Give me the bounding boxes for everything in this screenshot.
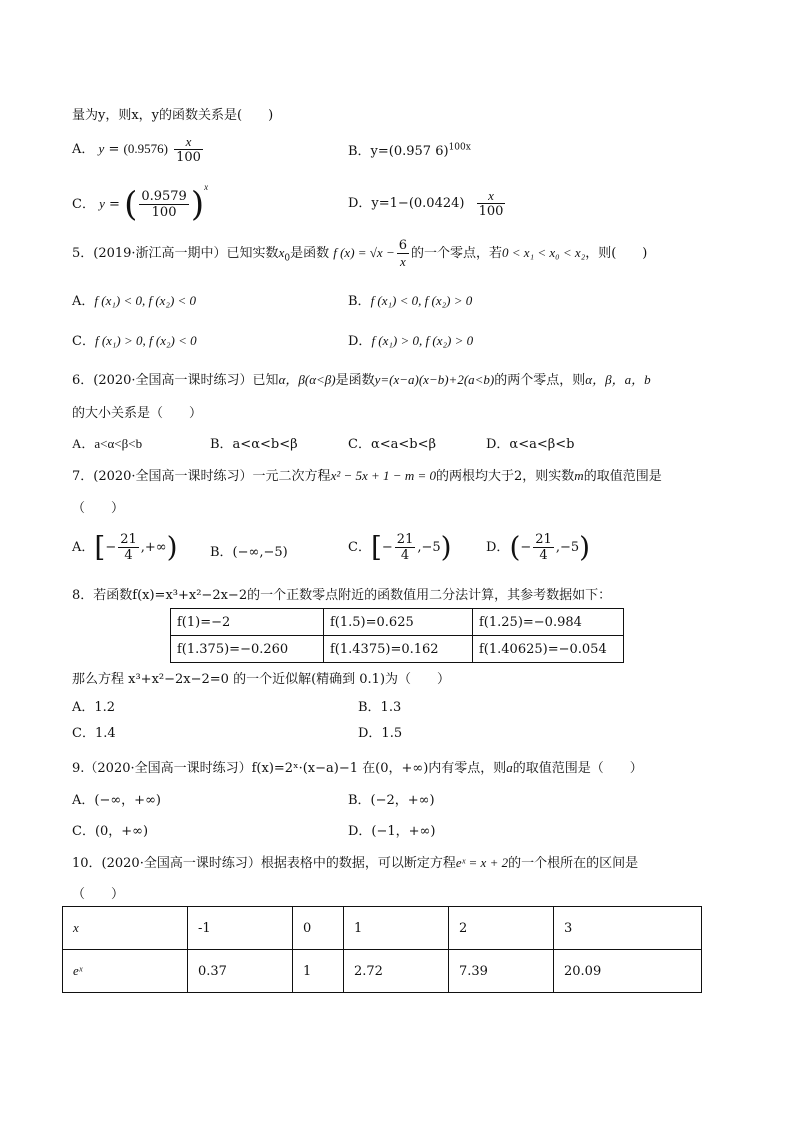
- table-cell: 7.39: [449, 950, 554, 993]
- table-cell: eˣ: [63, 950, 188, 993]
- q4-a-fraction: $\frac{x}{100}$: [176, 134, 201, 165]
- q7-option-c[interactable]: C．[− $\frac{21}{4}$ ,−5): [348, 530, 452, 564]
- q9-option-b[interactable]: B．(−2，+∞): [348, 793, 435, 808]
- q4-c-fraction: $\frac{0.9579}{100}$: [141, 189, 187, 220]
- q7-option-b[interactable]: B．(−∞,−5): [210, 545, 288, 560]
- table-cell: 1: [293, 950, 344, 993]
- q6-option-b[interactable]: B．a<α<b<β: [210, 437, 298, 452]
- q9-option-c[interactable]: C．(0，+∞): [72, 824, 149, 839]
- q8-option-a[interactable]: A．1.2: [72, 700, 116, 715]
- q10-stem-line2: （ ）: [72, 887, 125, 902]
- q5-option-b[interactable]: B．f (x₁) < 0, f (x₂) > 0: [348, 293, 473, 309]
- q8-option-c[interactable]: C．1.4: [72, 726, 116, 741]
- q8-option-d[interactable]: D．1.5: [358, 726, 403, 741]
- q5-option-d[interactable]: D．f (x₁) > 0, f (x₂) > 0: [348, 333, 474, 349]
- q6-option-d[interactable]: D．α<a<β<b: [486, 437, 575, 452]
- q4-option-b[interactable]: B．y=(0.957 6)$^{100x}$: [348, 142, 471, 159]
- table-row: [63, 950, 702, 993]
- table-cell: 0: [293, 907, 344, 950]
- q7-stem: 7．(2020·全国高一课时练习）一元二次方程x² − 5x + 1 − m = 0的两根均大于2，则实数m的取值范围是: [72, 468, 662, 484]
- table-cell: 2: [449, 907, 554, 950]
- q7-option-d[interactable]: D．(− $\frac{21}{4}$ ,−5): [486, 530, 591, 564]
- q5-option-c[interactable]: C．f (x₁) > 0, f (x₂) < 0: [72, 333, 197, 349]
- q8-data-table: [170, 608, 624, 663]
- q6-stem-line2: 的大小关系是（ ）: [72, 406, 203, 421]
- q9-option-d[interactable]: D．(−1，+∞): [348, 824, 436, 839]
- q6-stem: 6．(2020·全国高一课时练习）已知α，β(α<β)是函数y=(x−a)(x−b)+2(a<b)的两个零点，则α，β，a，b: [72, 372, 651, 388]
- table-cell: f(1.40625)=−0.054: [473, 636, 624, 663]
- table-cell: -1: [188, 907, 293, 950]
- q4-option-c[interactable]: C． y = ( $\frac{0.9579}{100}$ )$^x$: [72, 182, 209, 225]
- table-row: [63, 907, 702, 950]
- q4-stem-tail: 量为y，则x，y的函数关系是( ): [72, 108, 274, 123]
- q5-option-a[interactable]: A．f (x₁) < 0, f (x₂) < 0: [72, 293, 197, 309]
- q8-option-b[interactable]: B．1.3: [358, 700, 402, 715]
- q7-option-a[interactable]: A．[− $\frac{21}{4}$ ,+∞): [72, 530, 178, 564]
- q4-option-a[interactable]: A． y = (0.9576) $\frac{x}{100}$: [72, 134, 201, 165]
- q9-option-a[interactable]: A．(−∞，+∞): [72, 793, 161, 808]
- table-cell: f(1.375)=−0.260: [171, 636, 324, 663]
- table-cell: 0.37: [188, 950, 293, 993]
- table-cell: f(1.4375)=0.162: [324, 636, 473, 663]
- table-row: [171, 636, 624, 663]
- table-cell: f(1.5)=0.625: [324, 609, 473, 636]
- q8-after-text: 那么方程 x³+x²−2x−2=0 的一个近似解(精确到 0.1)为（ ）: [72, 672, 451, 687]
- q8-stem: 8．若函数f(x)=x³+x²−2x−2的一个正数零点附近的函数值用二分法计算，其参考数据如下：: [72, 588, 612, 603]
- table-cell: f(1)=−2: [171, 609, 324, 636]
- table-cell: 2.72: [344, 950, 449, 993]
- table-row: [171, 609, 624, 636]
- table-cell: x: [63, 907, 188, 950]
- q4-option-d[interactable]: D．y=1−(0.0424) $\frac{x}{100}$: [348, 188, 504, 219]
- q6-option-a[interactable]: A．a<α<β<b: [72, 436, 143, 451]
- table-cell: 1: [344, 907, 449, 950]
- q10-stem: 10．(2020·全国高一课时练习）根据表格中的数据，可以断定方程eˣ = x + 2的一个根所在的区间是: [72, 855, 639, 871]
- table-cell: 3: [554, 907, 702, 950]
- q6-option-c[interactable]: C．α<a<b<β: [348, 437, 436, 452]
- q10-data-table: [62, 906, 702, 993]
- q5-stem: 5．(2019·浙江高一期中）已知实数$x_0$是函数 f (x) = √x − $\frac{6}{x}$ 的一个零点，若0 < x₁ < x₀ < x₂，则( ): [72, 238, 648, 269]
- q4-d-fraction: $\frac{x}{100}$: [478, 188, 504, 219]
- table-cell: 20.09: [554, 950, 702, 993]
- q7-stem-line2: （ ）: [72, 501, 125, 516]
- table-cell: f(1.25)=−0.984: [473, 609, 624, 636]
- q9-stem: 9.（2020·全国高一课时练习）f(x)=2ˣ·(x−a)−1 在(0，+∞)内有零点，则a的取值范围是（ ）: [72, 760, 643, 776]
